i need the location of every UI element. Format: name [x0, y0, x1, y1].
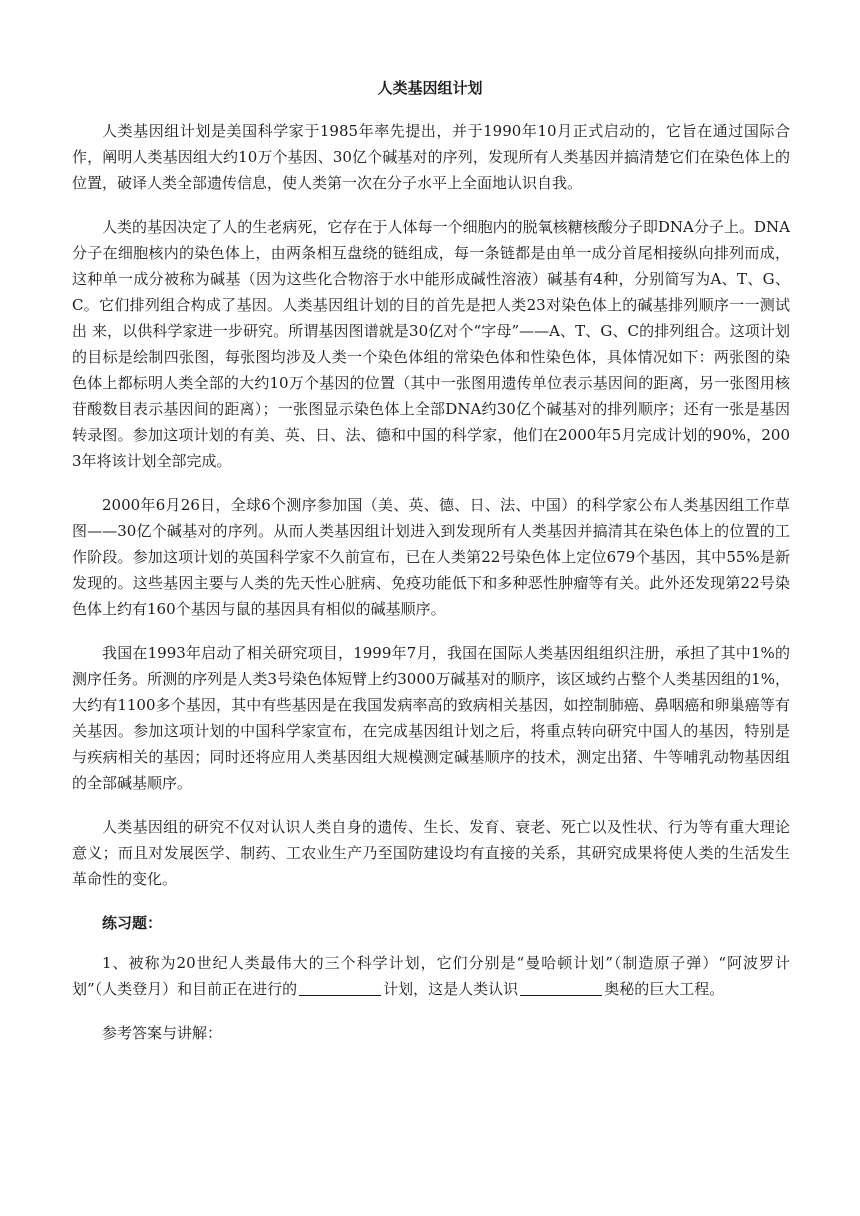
answer-blank-2	[520, 977, 602, 996]
document-title: 人类基因组计划	[377, 79, 483, 97]
question-text-part3: 奥秘的巨大工程。	[604, 980, 725, 998]
paragraph-intro: 人类基因组计划是美国科学家于1985年率先提出，并于1990年10月正式启动的，它旨在通过国际合作，阐明人类基因组大约10万个基因、30亿个碱基对的序列，发现所有人类基因并搞清楚它们在染色体上的位置，破译人类全部遗传信息，使人类第一次在分子水平上全面地认识自我。	[72, 122, 790, 192]
paragraph-draft-map: 2000年6月26日，全球6个测序参加国（美、英、德、日、法、中国）的科学家公布人类基因组工作草图——30亿个碱基对的序列。从而人类基因组计划进入到发现所有人类基因并搞清其在染色体上的位置的工作阶段。参加这项计划的英国科学家不久前宣布，已在人类第22号染色体上定位679个基因，其中55%是新发现的。这些基因主要与人类的先天性心脏病、免疫功能低下和多种恶性肿瘤等有关。此外还发现第22号染色体上约有160个基因与鼠的基因具有相似的碱基顺序。	[72, 496, 790, 618]
answer-heading: 参考答案与讲解：	[102, 1024, 223, 1042]
paragraph-significance: 人类基因组的研究不仅对认识人类自身的遗传、生长、发育、衰老、死亡以及性状、行为等有重大理论意义；而且对发展医学、制药、工农业生产乃至国防建设均有直接的关系，其研究成果将使人类的生活发生革命性的变化。	[72, 818, 790, 888]
paragraph-dna: 人类的基因决定了人的生老病死，它存在于人体每一个细胞内的脱氧核糖核酸分子即DNA分子上。DNA分子在细胞核内的染色体上，由两条相互盘绕的链组成，每一条链都是由单一成分首尾相接纵向排列而成，这种单一成分被称为碱基（因为这些化合物溶于水中能形成碱性溶液）碱基有4种，分别简写为A、T、G、C。它们排列组合构成了基因。人类基因组计划的目的首先是把人类23对染色体上的碱基排列顺序一一测试出 来，以供科学家进一步研究。所谓基因图谱就是30亿对个“字母”——A、T、G、C的排列组合。这项计划的目标是绘制四张图，每张图均涉及人类一个染色体组的常染色体和性染色体，具体情况如下：两张图的染色体上都标明人类全部的大约10万个基因的位置（其中一张图用遗传单位表示基因间的距离，另一张图用核苷酸数目表示基因间的距离）；一张图显示染色体上全部DNA约30亿个碱基对的排列顺序；还有一张是基因转录图。参加这项计划的有美、英、日、法、德和中国的科学家，他们在2000年5月完成计划的90%，2003年将该计划全部完成。	[72, 218, 790, 470]
exercise-heading: 练习题：	[102, 914, 163, 932]
paragraph-china: 我国在1993年启动了相关研究项目，1999年7月，我国在国际人类基因组组织注册，承担了其中1%的测序任务。所测的序列是人类3号染色体短臂上约3000万碱基对的顺序，该区域约占整个人类基因组的1%，大约有1100多个基因，其中有些基因是在我国发病率高的致病相关基因，如控制肺癌、鼻咽癌和卵巢癌等有关基因。参加这项计划的中国科学家宣布，在完成基因组计划之后，将重点转向研究中国人的基因，特别是与疾病相关的基因；同时还将应用人类基因组大规模测定碱基顺序的技术，测定出猪、牛等哺乳动物基因组的全部碱基顺序。	[72, 644, 790, 792]
question-text-part2: 计划，这是人类认识	[383, 980, 519, 998]
answer-blank-1	[299, 977, 381, 996]
exercise-question	[72, 950, 790, 1002]
document-body	[72, 118, 790, 1064]
question-text-part1: 1、被称为20世纪人类最伟大的三个科学计划，它们分别是“曼哈顿计划”（制造原子弹）“阿波罗计划”（人类登月）和目前正在进行的	[72, 954, 790, 998]
